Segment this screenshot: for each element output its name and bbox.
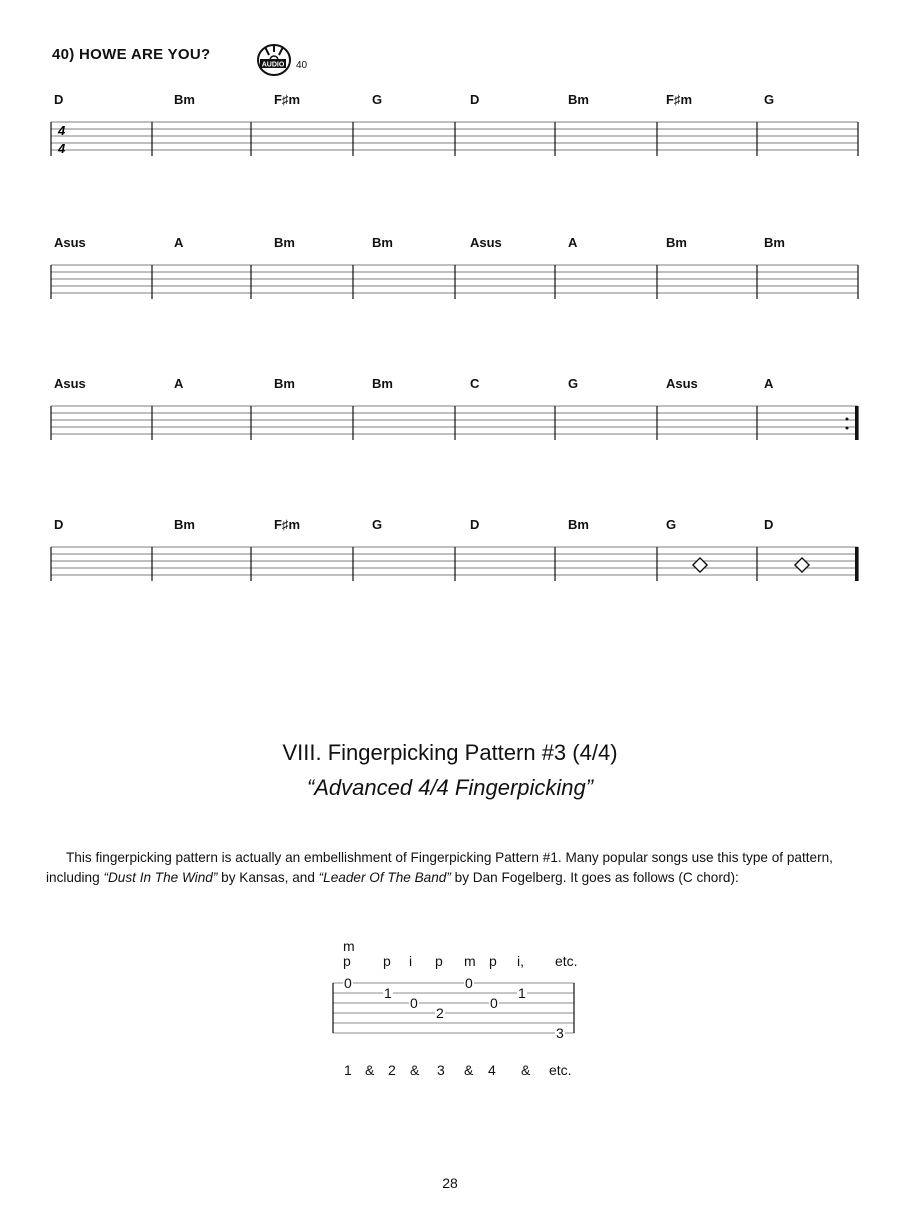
finger-label: m	[464, 953, 476, 969]
chord-symbol: G	[764, 92, 775, 107]
beat-count: 4	[488, 1062, 496, 1078]
tab-fret-number: 0	[465, 975, 473, 991]
tab-example-staff	[328, 938, 588, 1048]
chord-symbol: Bm	[568, 92, 589, 107]
whole-note-diamond	[693, 558, 707, 572]
tab-fret-number: 2	[436, 1005, 444, 1021]
beat-count: &	[521, 1062, 531, 1078]
beat-count: &	[365, 1062, 375, 1078]
chord-symbol: Bm	[174, 92, 195, 107]
beat-count: &	[410, 1062, 420, 1078]
finger-label: m	[343, 938, 355, 954]
chord-symbol: D	[54, 92, 64, 107]
chord-symbol: D	[54, 517, 64, 532]
chord-symbol: Bm	[274, 376, 295, 391]
chord-symbol: Asus	[470, 235, 502, 250]
finger-label: etc.	[555, 953, 578, 969]
time-signature: 4	[58, 123, 66, 138]
tab-staff	[50, 404, 860, 440]
beat-count: 2	[388, 1062, 396, 1078]
chord-symbol: Bm	[568, 517, 589, 532]
chord-symbol: Bm	[372, 235, 393, 250]
finger-label: p	[383, 953, 391, 969]
chord-symbol: G	[568, 376, 579, 391]
chord-symbol: F♯m	[274, 517, 300, 532]
cd-track-number: 40	[296, 60, 308, 71]
tab-example	[328, 938, 588, 1088]
finger-label: p	[435, 953, 443, 969]
chord-symbol: A	[568, 235, 578, 250]
beat-count: 1	[344, 1062, 352, 1078]
chord-symbol: Bm	[666, 235, 687, 250]
repeat-dot	[846, 418, 849, 421]
chord-symbol: Asus	[54, 235, 86, 250]
song-title: 40) HOWE ARE YOU?	[52, 46, 211, 63]
beat-count: 3	[437, 1062, 445, 1078]
tab-fret-number: 1	[518, 985, 526, 1001]
chord-symbol: D	[470, 92, 480, 107]
tab-fret-number: 0	[410, 995, 418, 1011]
end-barline	[855, 547, 859, 581]
beat-count: etc.	[549, 1062, 572, 1078]
chord-symbol: G	[372, 517, 383, 532]
intro-paragraph	[46, 848, 872, 888]
chord-symbol: A	[174, 376, 184, 391]
beat-count: &	[464, 1062, 474, 1078]
paragraph-text-1: This fingerpicking pattern is actually an embellishment of Fingerpicking Pattern #1. Many popular songs use this type of pattern, including	[46, 850, 833, 885]
repeat-dot	[846, 427, 849, 430]
chord-symbol: D	[470, 517, 480, 532]
chord-symbol: A	[174, 235, 184, 250]
chord-symbol: C	[470, 376, 480, 391]
chord-symbol: G	[666, 517, 677, 532]
chord-symbol: Asus	[666, 376, 698, 391]
chord-symbol: Bm	[174, 517, 195, 532]
time-signature: 4	[58, 141, 66, 156]
section-heading: VIII. Fingerpicking Pattern #3 (4/4)	[282, 740, 618, 765]
finger-label: p	[343, 953, 351, 969]
song-reference-dust-in-the-wind: “Dust In The Wind”	[103, 870, 218, 885]
cd-label: AUDIO	[261, 61, 285, 69]
tab-staff	[50, 545, 860, 581]
paragraph-text-3: by Dan Fogelberg. It goes as follows (C chord):	[450, 870, 739, 885]
song-reference-leader-of-the-band: “Leader Of The Band”	[318, 870, 451, 885]
staff-row	[50, 517, 860, 597]
tab-staff	[50, 120, 860, 156]
staff-row	[50, 235, 860, 315]
tab-fret-number: 3	[556, 1025, 564, 1041]
end-barline	[855, 406, 859, 440]
staff-row	[50, 376, 860, 456]
chord-symbol: G	[372, 92, 383, 107]
tab-staff	[50, 263, 860, 299]
staff-row	[50, 92, 860, 172]
tab-fret-number: 0	[344, 975, 352, 991]
chord-symbol: F♯m	[666, 92, 692, 107]
finger-label: p	[489, 953, 497, 969]
chord-symbol: A	[764, 376, 774, 391]
page-number: 28	[442, 1175, 458, 1191]
chord-symbol: Bm	[764, 235, 785, 250]
whole-note-diamond	[795, 558, 809, 572]
chord-symbol: Asus	[54, 376, 86, 391]
tab-fret-number: 1	[384, 985, 392, 1001]
section-subtitle: “Advanced 4/4 Fingerpicking”	[306, 775, 594, 800]
paragraph-text-2: by Kansas, and	[217, 870, 319, 885]
tab-fret-number: 0	[490, 995, 498, 1011]
chord-symbol: D	[764, 517, 774, 532]
finger-label: i	[409, 953, 413, 969]
chord-symbol: Bm	[372, 376, 393, 391]
finger-label: i,	[517, 953, 524, 969]
chord-symbol: Bm	[274, 235, 295, 250]
chord-symbol: F♯m	[274, 92, 300, 107]
